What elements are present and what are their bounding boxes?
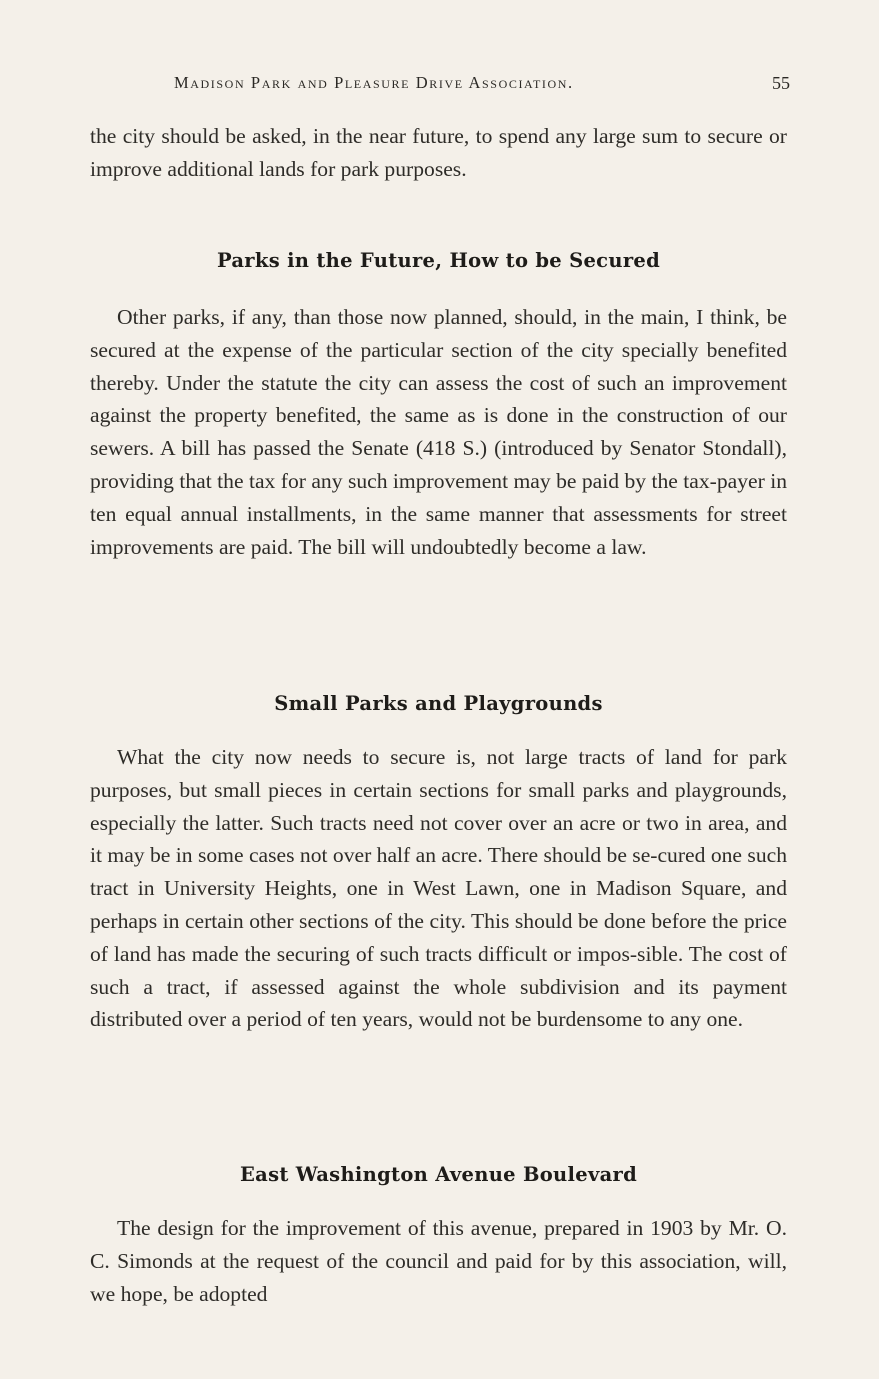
section-heading-small-parks: Small Parks and Playgrounds [274,692,603,715]
section-heading-east-washington: East Washington Avenue Boulevard [239,1163,638,1186]
running-title: Madison Park and Pleasure Drive Association. [174,73,574,92]
section-heading-parks-future: Parks in the Future, How to be Secured [216,249,661,272]
page-number: 55 [772,73,790,93]
intro-paragraph: the city should be asked, in the near future, to spend any large sum to secure or improve additional lands for park purposes. [90,124,787,181]
paragraph-small-parks: What the city now needs to secure is, not large tracts of land for park purposes, but small pieces in certain sections for small parks and playgrounds, especially the latter. Such tracts need not cover over an acre or two in area, and it may be in some cases not over half an acre. There should be se-cured one such tract in University Heights, one in West Lawn, one in Madison Square, and perhaps in certain other sections of the city. This should be done before the price of land has made the securing of such tracts difficult or impos-sible. The cost of such a tract, if assessed against the whole subdivision and its payment distributed over a period of ten years, would not be burdensome to any one. [90,745,787,1032]
paragraph-parks-future: Other parks, if any, than those now planned, should, in the main, I think, be secured at the expense of the particular section of the city specially benefited thereby. Under the statute the city can assess the cost of such an improvement against the property benefited, the same as is done in the construction of our sewers. A bill has passed the Senate (418 S.) (introduced by Senator Stondall), providing that the tax for any such improvement may be paid by the tax-payer in ten equal annual installments, in the same manner that assessments for street improvements are paid. The bill will undoubtedly become a law. [90,305,787,559]
running-head [90,73,790,99]
paragraph-east-washington: The design for the improvement of this avenue, prepared in 1903 by Mr. O. C. Simonds at the request of the council and paid for by this association, will, we hope, be adopted [90,1216,787,1306]
